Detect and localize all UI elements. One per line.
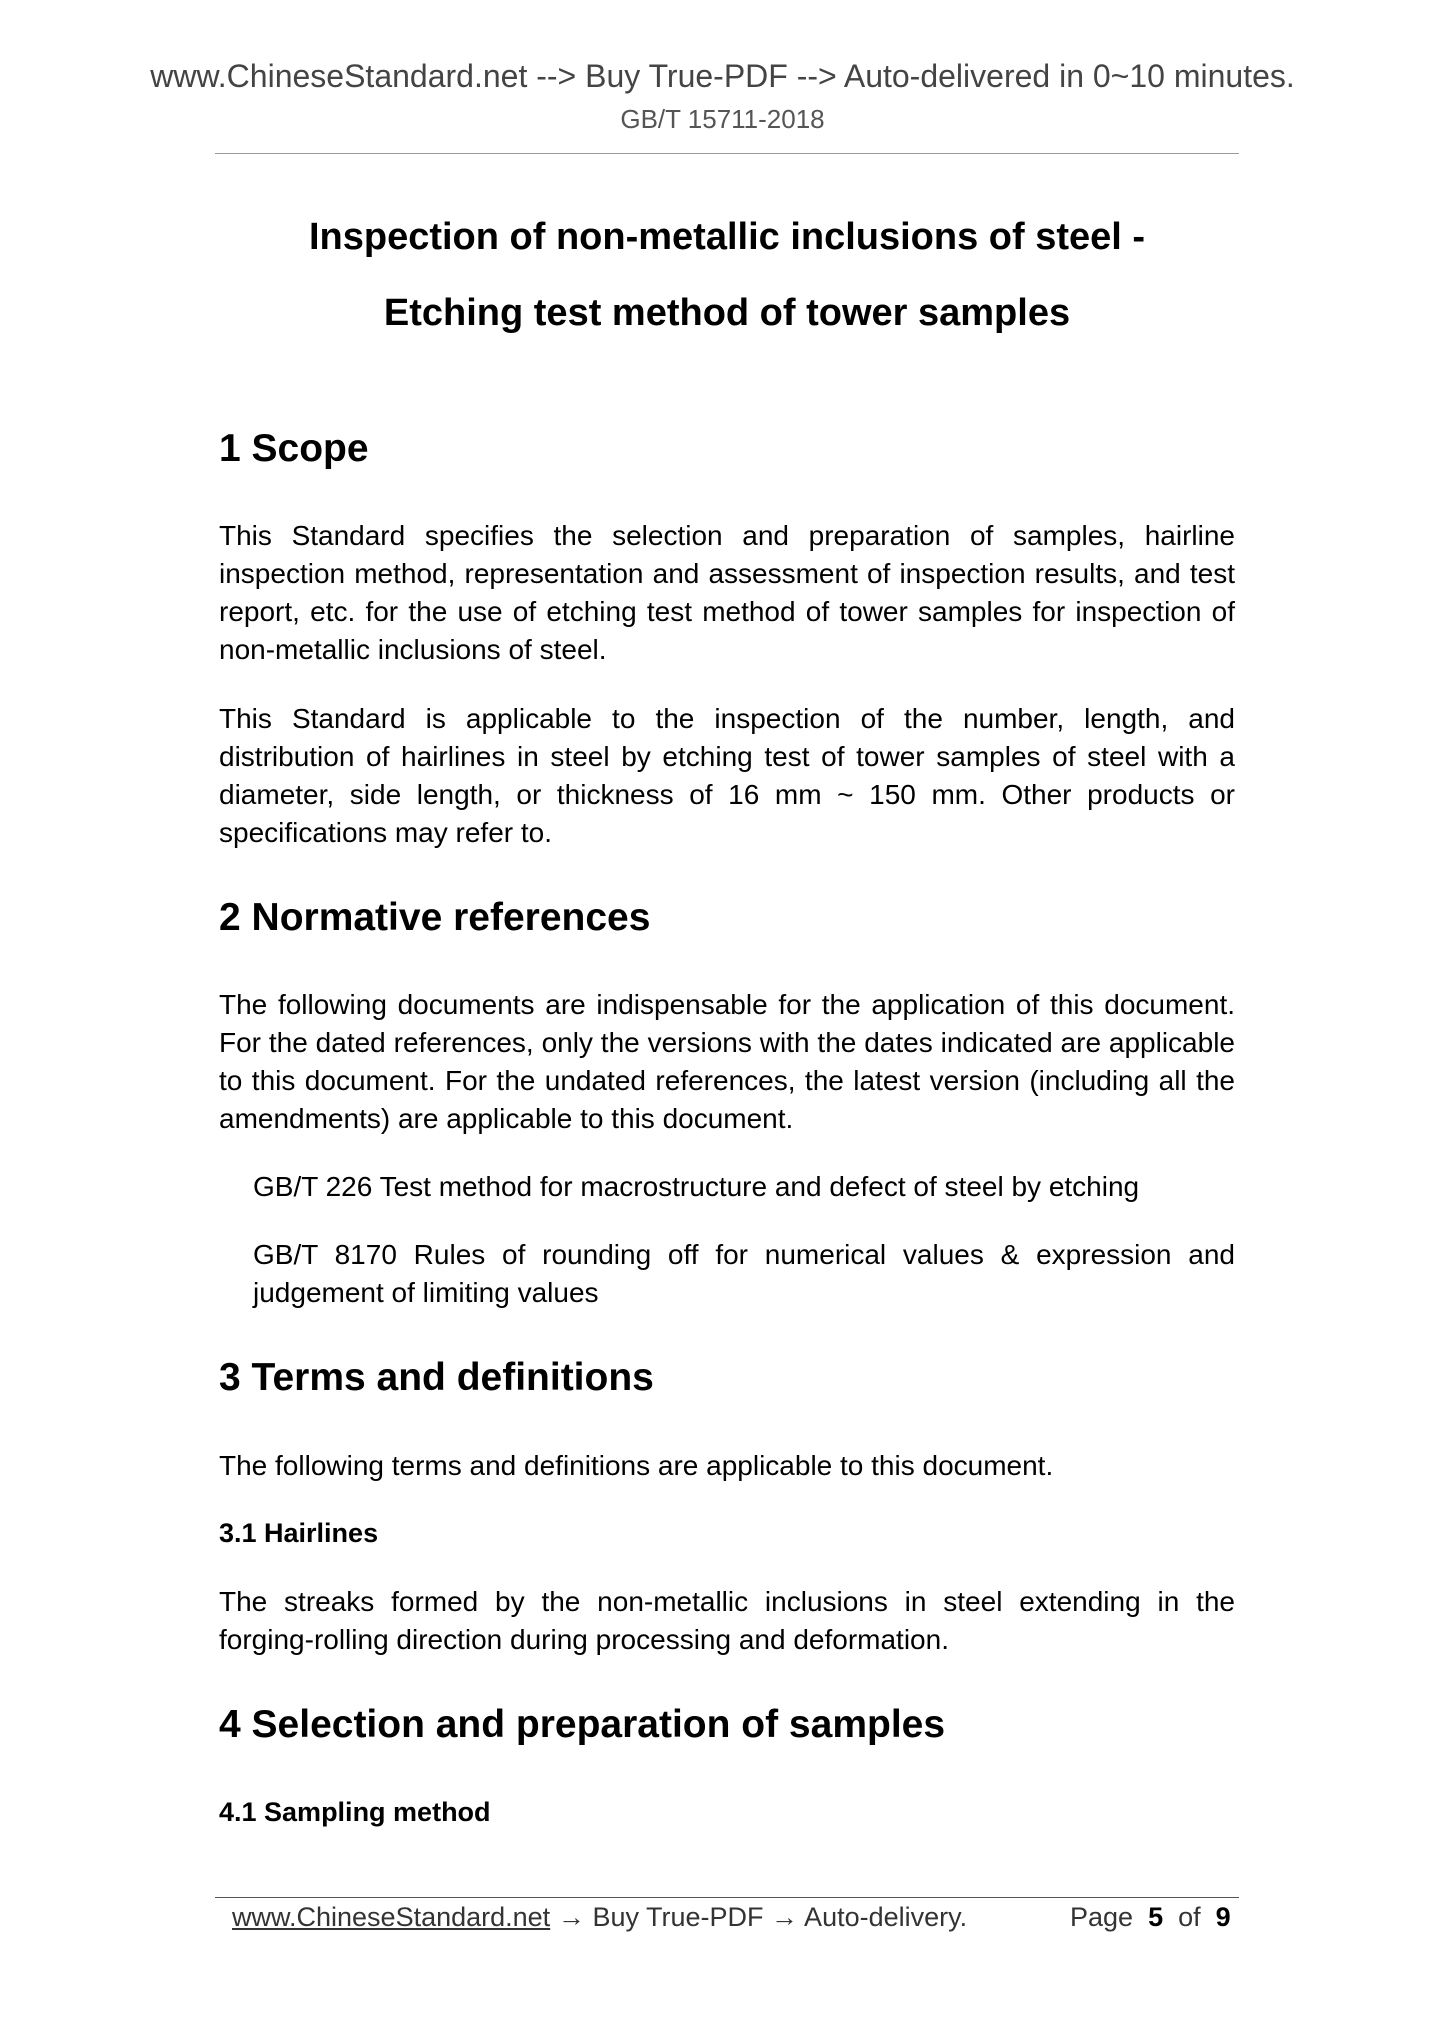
footer-website-link[interactable]: www.ChineseStandard.net [232,1902,551,1932]
scope-paragraph-2: This Standard is applicable to the inspection of the number, length, and distribution of hairlines in steel by etching test of tower samples of steel with a diameter, side length, or thickness of 16 mm ~ 150 mm. Other products or specifications may refer to. [219,703,1235,848]
term-3-1-heading: 3.1 Hairlines [219,1518,379,1548]
header-divider [215,153,1239,154]
footer-page-indicator [1070,1902,1231,1933]
page-label: Page [1070,1902,1134,1932]
normative-reference-item: GB/T 8170 Rules of rounding off for numerical values & expression and judgement of limiting values [253,1239,1235,1308]
of-label: of [1178,1902,1201,1932]
header-standard-code: GB/T 15711-2018 [620,104,825,134]
footer-text: → Buy True-PDF → Auto-delivery. [558,1902,968,1932]
section-4-heading: 4 Selection and preparation of samples [219,1703,946,1746]
normative-paragraph: The following documents are indispensable for the application of this document. For the dated references, only the versions with the dates indicated are applicable to this document. For the undated references, the latest version (including all the amendments) are applicable to this document. [219,989,1235,1134]
terms-paragraph: The following terms and definitions are applicable to this document. [219,1450,1054,1481]
document-title-line2: Etching test method of tower samples [383,292,1071,334]
document-title-line1: Inspection of non-metallic inclusions of steel - [308,216,1146,258]
page-total: 9 [1215,1902,1231,1932]
header-banner: www.ChineseStandard.net --> Buy True-PDF --> Auto-delivered in 0~10 minutes. [150,58,1295,94]
page-number: 5 [1148,1902,1164,1932]
section-2-heading: 2 Normative references [219,896,651,939]
section-1-heading: 1 Scope [219,427,369,470]
subsection-4-1-heading: 4.1 Sampling method [219,1797,491,1827]
scope-paragraph-1: This Standard specifies the selection and preparation of samples, hairline inspection method, representation and assessment of inspection results, and test report, etc. for the use of etching test method of tower samples for inspection of non-metallic inclusions of steel. [219,520,1235,665]
section-3-heading: 3 Terms and definitions [219,1356,654,1399]
normative-reference-item: GB/T 226 Test method for macrostructure and defect of steel by etching [253,1171,1140,1202]
term-3-1-definition: The streaks formed by the non-metallic inclusions in steel extending in the forging-rolling direction during processing and deformation. [219,1586,1235,1655]
footer-divider [215,1897,1239,1898]
